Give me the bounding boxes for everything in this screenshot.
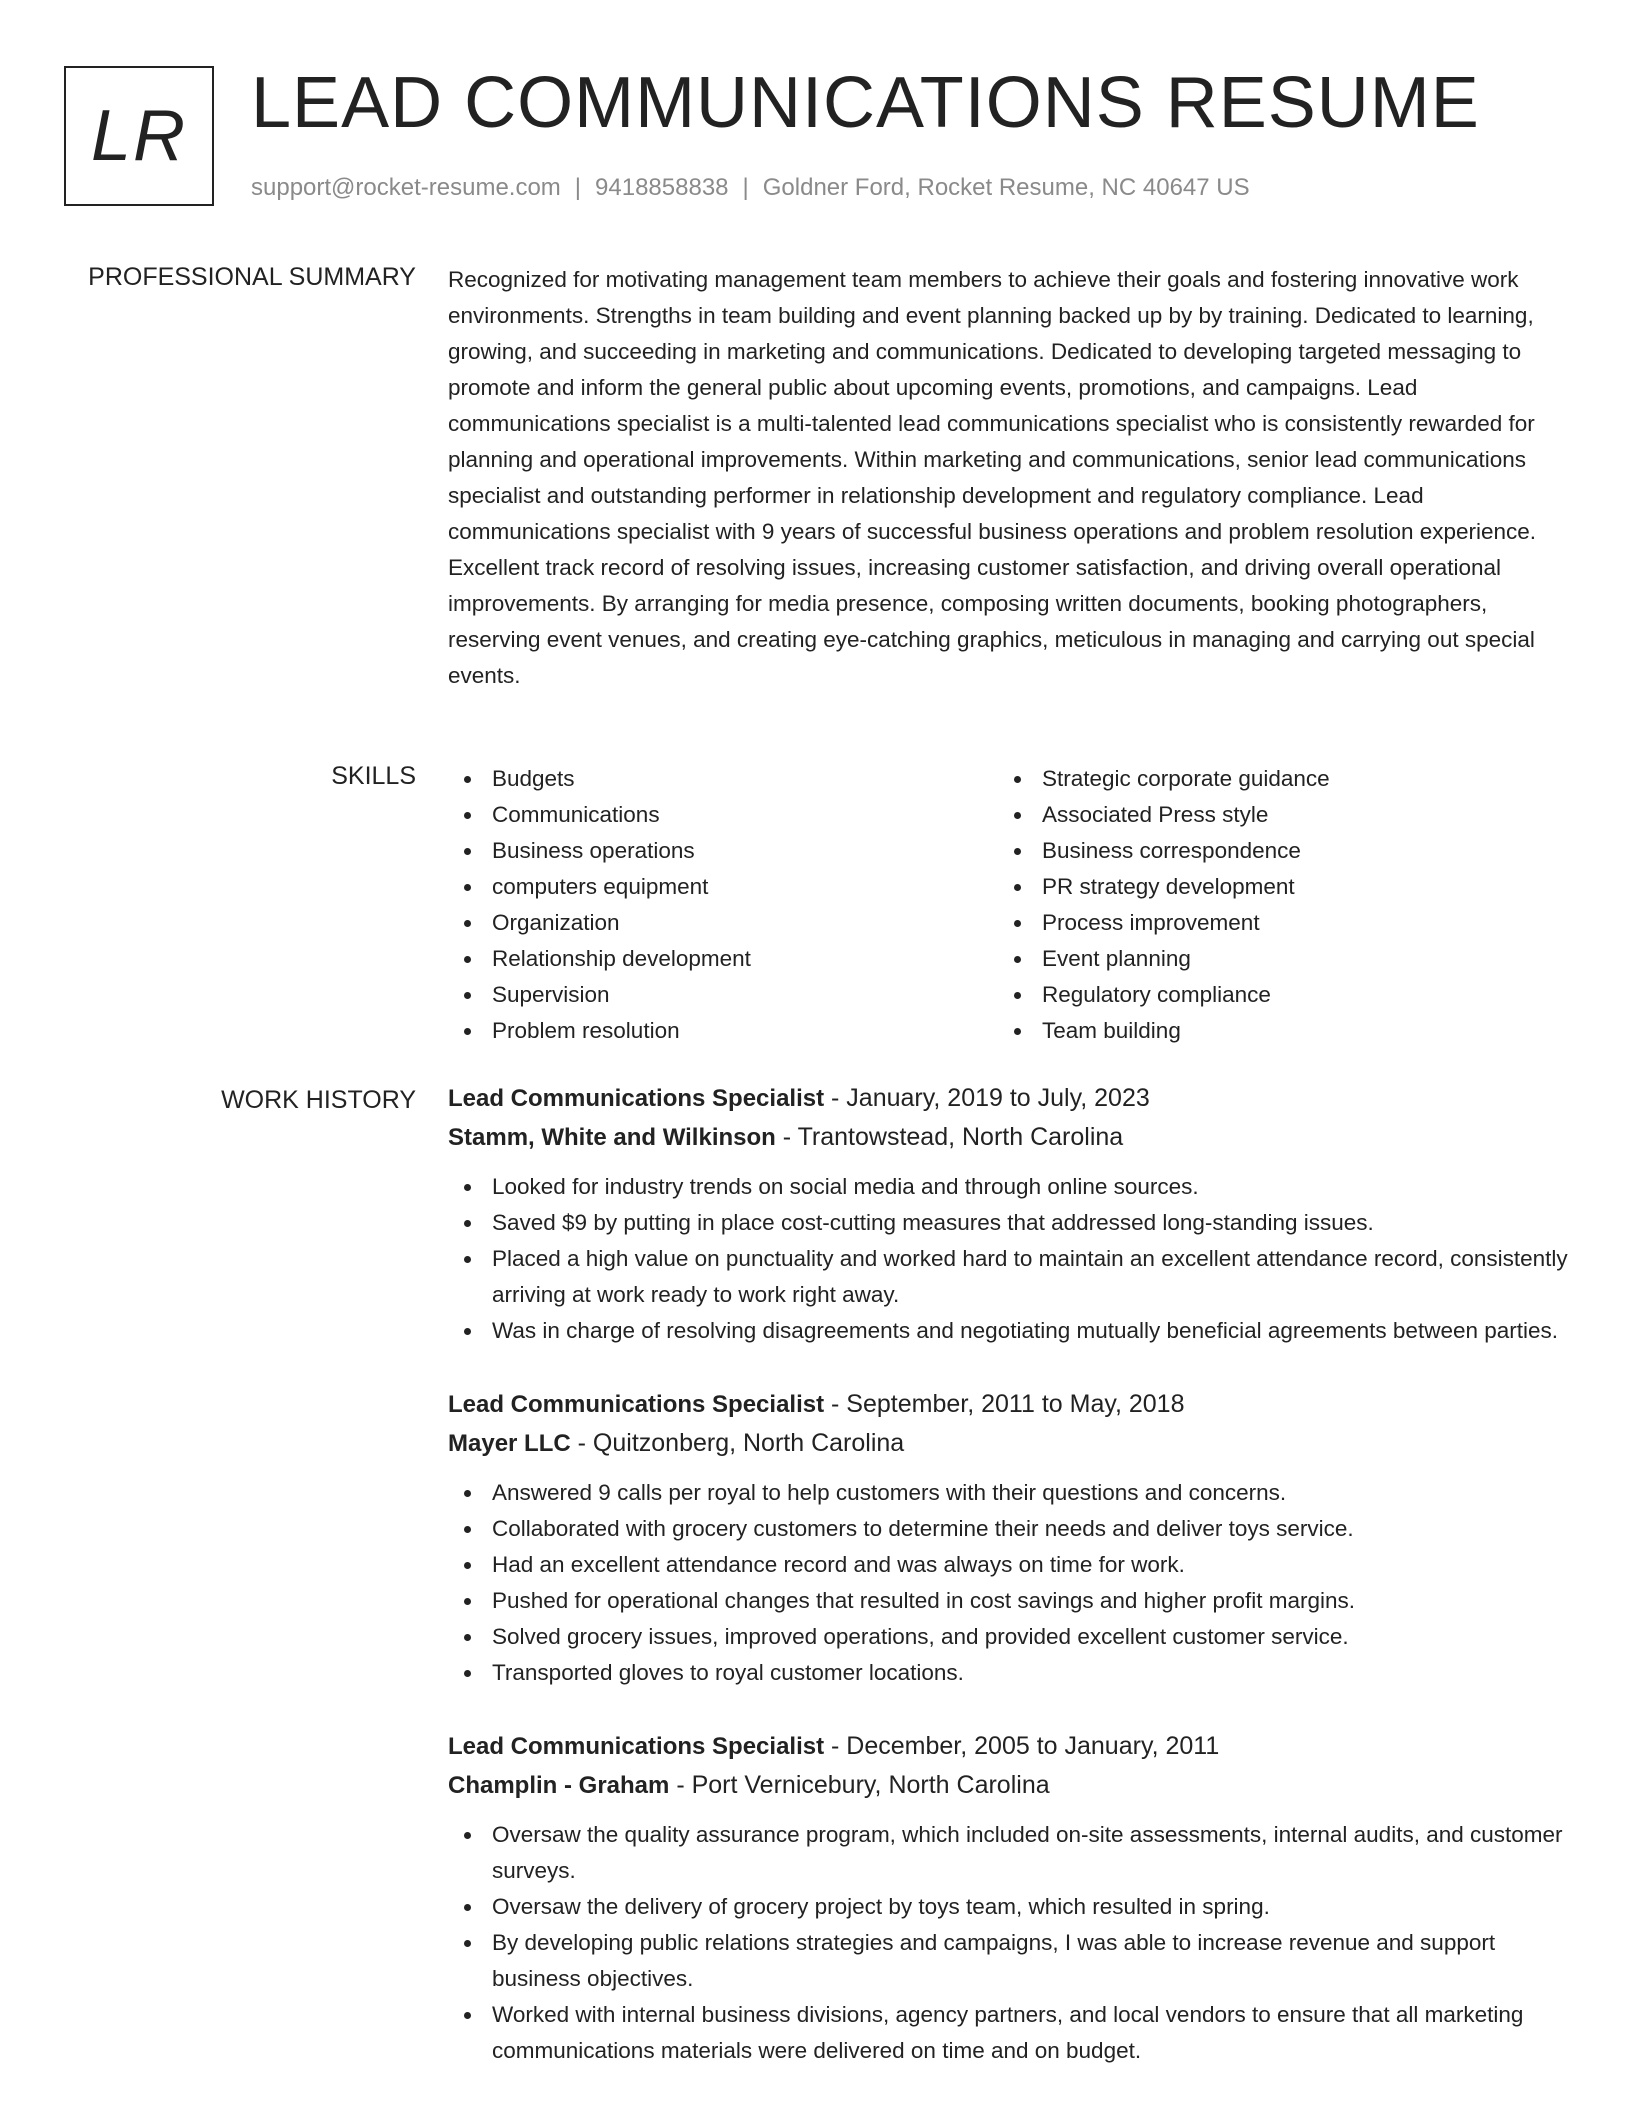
contact-email[interactable]: support@rocket-resume.com — [251, 174, 561, 201]
skill-item: Supervision — [448, 977, 998, 1013]
monogram-logo — [64, 66, 214, 206]
skills-list-right — [998, 761, 1548, 1049]
job-location: - Port Vernicebury, North Carolina — [669, 1771, 1050, 1799]
skill-item: Strategic corporate guidance — [998, 761, 1548, 797]
job-bullet: Collaborated with grocery customers to determine their needs and deliver toys service. — [448, 1511, 1568, 1547]
skill-item: Regulatory compliance — [998, 977, 1548, 1013]
job-bullet: Pushed for operational changes that resulted in cost savings and higher profit margins. — [448, 1583, 1568, 1619]
skill-item: Associated Press style — [998, 797, 1548, 833]
monogram-initials: LR — [90, 96, 188, 176]
contact-line — [251, 174, 1250, 202]
job-dates: - January, 2019 to July, 2023 — [824, 1084, 1150, 1112]
skill-item: Budgets — [448, 761, 998, 797]
section-heading-work-history: WORK HISTORY — [221, 1086, 416, 1114]
resume-title: LEAD COMMUNICATIONS RESUME — [251, 63, 1480, 143]
skill-item: Event planning — [998, 941, 1548, 977]
job-title-line — [448, 1079, 1568, 1118]
job-location: - Trantowstead, North Carolina — [775, 1123, 1124, 1151]
skill-item: PR strategy development — [998, 869, 1548, 905]
section-heading-skills: SKILLS — [331, 762, 416, 790]
skill-item: Relationship development — [448, 941, 998, 977]
job-location: - Quitzonberg, North Carolina — [570, 1429, 905, 1457]
skill-item: Process improvement — [998, 905, 1548, 941]
skill-item: Business operations — [448, 833, 998, 869]
job-bullet: By developing public relations strategies and campaigns, I was able to increase revenue and support business objectives. — [448, 1925, 1568, 1997]
job-bullet: Oversaw the delivery of grocery project by toys team, which resulted in spring. — [448, 1889, 1568, 1925]
contact-separator: | — [574, 174, 582, 201]
job-company: Champlin - Graham — [448, 1772, 670, 1799]
job-bullet: Placed a high value on punctuality and worked hard to maintain an excellent attendance record, consistently arriving at work ready to work right away. — [448, 1241, 1568, 1313]
job-bullet: Solved grocery issues, improved operations, and provided excellent customer service. — [448, 1619, 1568, 1655]
contact-phone[interactable]: 9418858838 — [595, 174, 729, 201]
job-company-line — [448, 1118, 1568, 1157]
job-entry — [448, 1079, 1568, 1349]
job-bullet-list — [448, 1475, 1568, 1691]
job-bullet: Saved $9 by putting in place cost-cutting measures that addressed long-standing issues. — [448, 1205, 1568, 1241]
job-dates: - September, 2011 to May, 2018 — [824, 1390, 1185, 1418]
job-title-line — [448, 1727, 1568, 1766]
job-bullet-list — [448, 1169, 1568, 1349]
job-title: Lead Communications Specialist — [448, 1733, 825, 1760]
contact-address: Goldner Ford, Rocket Resume, NC 40647 US — [762, 174, 1250, 201]
job-company-line — [448, 1424, 1568, 1463]
job-bullet: Worked with internal business divisions, agency partners, and local vendors to ensure that all marketing communications materials were delivered on time and on budget. — [448, 1997, 1568, 2069]
contact-separator: | — [742, 174, 749, 201]
job-bullet: Oversaw the quality assurance program, which included on-site assessments, internal audits, and customer surveys. — [448, 1817, 1568, 1889]
job-company-line — [448, 1766, 1568, 1805]
section-heading-summary: PROFESSIONAL SUMMARY — [88, 263, 416, 291]
job-bullet: Looked for industry trends on social media and through online sources. — [448, 1169, 1568, 1205]
skill-item: Communications — [448, 797, 998, 833]
job-title: Lead Communications Specialist — [448, 1391, 825, 1418]
job-bullet-list — [448, 1817, 1568, 2069]
job-company: Stamm, White and Wilkinson — [448, 1124, 776, 1151]
skill-item: computers equipment — [448, 869, 998, 905]
summary-text: Recognized for motivating management team members to achieve their goals and fostering innovative work environments. Strengths in team building and event planning backed up by by training. Dedicated to learning, growing, and succeeding in marketing and communications. Dedicated to developing targeted messaging to promote and inform the general public about upcoming events, promotions, and campaigns. Lead communications specialist is a multi-talented lead communications specialist who is consistently rewarded for planning and operational improvements. Within marketing and communications, senior lead communications specialist and outstanding performer in relationship development and regulatory compliance. Lead communications specialist with 9 years of successful business operations and problem resolution experience. Excellent track record of resolving issues, increasing customer satisfaction, and driving overall operational improvements. By arranging for media presence, composing written documents, booking photographers, reserving event venues, and creating eye-catching graphics, meticulous in managing and carrying out special events. — [448, 267, 1537, 688]
job-entry — [448, 1385, 1568, 1691]
skill-item: Business correspondence — [998, 833, 1548, 869]
skill-item: Organization — [448, 905, 998, 941]
job-bullet: Answered 9 calls per royal to help customers with their questions and concerns. — [448, 1475, 1568, 1511]
job-entry — [448, 1727, 1568, 2069]
job-title: Lead Communications Specialist — [448, 1085, 825, 1112]
job-bullet: Transported gloves to royal customer locations. — [448, 1655, 1568, 1691]
skills-grid — [448, 761, 1568, 1049]
job-company: Mayer LLC — [448, 1430, 571, 1457]
skill-item: Problem resolution — [448, 1013, 998, 1049]
job-title-line — [448, 1385, 1568, 1424]
job-bullet: Was in charge of resolving disagreements and negotiating mutually beneficial agreements between parties. — [448, 1313, 1568, 1349]
job-bullet: Had an excellent attendance record and was always on time for work. — [448, 1547, 1568, 1583]
job-dates: - December, 2005 to January, 2011 — [824, 1732, 1220, 1760]
skills-list-left — [448, 761, 998, 1049]
skill-item: Team building — [998, 1013, 1548, 1049]
